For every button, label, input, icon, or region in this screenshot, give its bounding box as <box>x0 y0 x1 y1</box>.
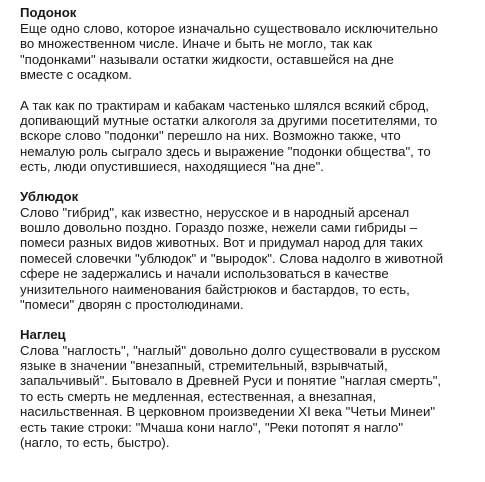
text-line: есть такие строки: "Мчаша кони нагло", "Реки потопят я нагло" <box>20 419 404 435</box>
text-line: допивающий мутные остатки алкоголя за другими посетителями, то <box>20 113 438 129</box>
text-line: то есть смерть не медленная, естественная, а внезапная, <box>20 388 377 404</box>
text-line: запальчивый". Бытовало в Древней Руси и понятие "наглая смерть", <box>20 373 442 389</box>
paragraph <box>20 205 480 313</box>
article <box>20 5 480 450</box>
section-title: Наглец <box>20 326 66 342</box>
paragraph <box>20 98 480 175</box>
text-line: А так как по трактирам и кабакам частенько шлялся всякий сброд, <box>20 97 429 113</box>
text-line: языке в значении "внезапный, стремительный, взрывчатый, <box>20 357 388 373</box>
section-naglets <box>20 327 480 451</box>
paragraph-gap <box>20 83 480 98</box>
text-line: во множественном числе. Иначе и быть не могло, так как <box>20 36 373 52</box>
section-title: Подонок <box>20 5 77 20</box>
text-line: помесей словечки "ублюдок" и "выродок". Слова надолго в животной <box>20 250 444 266</box>
text-line: унизительного наименования байстрюков и бастардов, то есть, <box>20 281 410 297</box>
text-line: Слова "наглость", "наглый" довольно долго существовали в русском <box>20 342 441 358</box>
section-title: Ублюдок <box>20 188 79 204</box>
text-line: есть, люди опустившиеся, находящиеся "на дне". <box>20 159 324 175</box>
text-line: Слово "гибрид", как известно, нерусское и в народный арсенал <box>20 204 410 220</box>
text-line: насильственная. В церковном произведении XI века "Четьи Минеи" <box>20 404 436 420</box>
text-line: Еще одно слово, которое изначально существовало исключительно <box>20 21 438 36</box>
text-line: "помеси" дворян с простолюдинами. <box>20 297 244 313</box>
paragraph <box>20 343 480 451</box>
text-line: сфере не задержались и начали использоваться в качестве <box>20 266 389 282</box>
text-line: (нагло, то есть, быстро). <box>20 434 170 450</box>
section-ublyudok <box>20 189 480 313</box>
text-line: вместе с осадком. <box>20 67 132 83</box>
section-podonok <box>20 5 480 175</box>
text-line: вскоре слово "подонки" перешло на них. Возможно также, что <box>20 128 401 144</box>
text-line: помеси разных видов животных. Вот и придумал народ для таких <box>20 235 423 251</box>
text-line: немалую роль сыграло здесь и выражение "подонки общества", то <box>20 143 431 159</box>
text-line: "подонками" называли остатки жидкости, оставшейся на дне <box>20 51 394 67</box>
paragraph <box>20 21 480 83</box>
text-line: вошло довольно поздно. Гораздо позже, нежели сами гибриды – <box>20 220 418 236</box>
